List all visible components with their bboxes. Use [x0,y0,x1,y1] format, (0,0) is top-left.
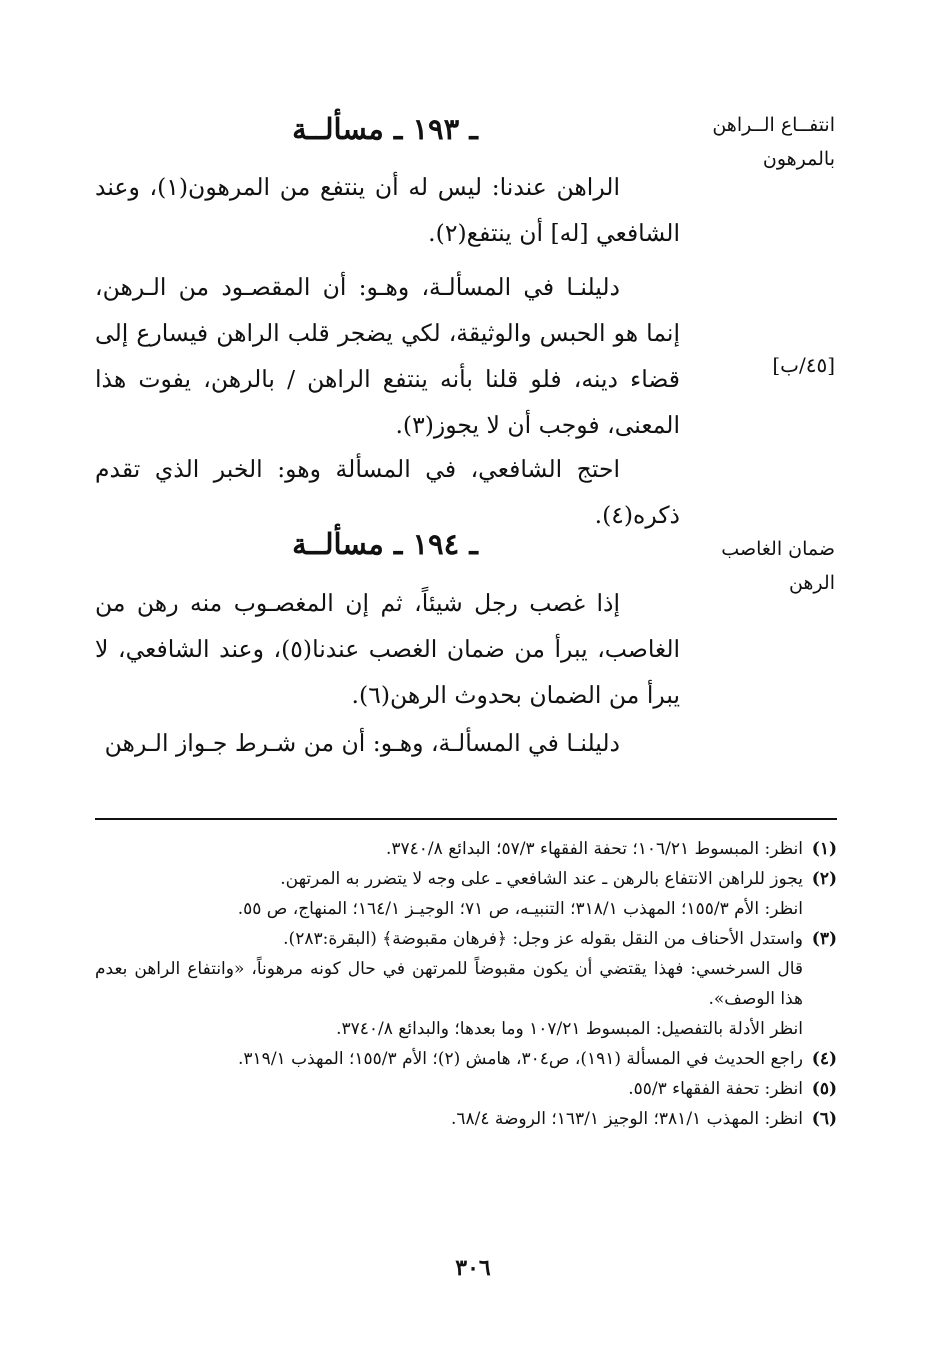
paragraph-194-evidence: دليلنـا في المسألـة، وهـو: أن من شـرط جـواز الـرهن [104,729,620,757]
footnote-3-continuation-1: قال السرخسي: فهذا يقتضي أن يكون مقبوضاً للمرتهن في حال كونه مرهوناً، «وانتفاع الراهن بعدم هذا الوصف». [95,959,803,1009]
footnote-text: انظر: المبسوط ١٠٦/٢١؛ تحفة الفقهاء ٥٧/٣؛ البدائع ٣٧٤٠/٨. [386,839,803,859]
margin-note-193 [690,108,835,176]
paragraph-193-statement: الراهن عندنا: ليس له أن ينتفع من المرهون(١)، وعند الشافعي [له] أن ينتفع(٢). [95,173,680,247]
footnote-5 [95,1074,837,1104]
footnote-text: واستدل الأحناف من النقل بقوله عز وجل: ﴿فرهان مقبوضة﴾ (البقرة:٢٨٣). [283,929,803,949]
footnote-4 [95,1044,837,1074]
footnote-3 [95,924,837,954]
margin-note-194-line1: ضمان الغاصب [721,538,835,560]
footnote-2 [95,864,837,894]
margin-note-193-line1: انتفــاع الــراهن [712,114,835,136]
paragraph-193-evidence: دليلنـا في المسألـة، وهـو: أن المقصـود من الـرهن، إنما هو الحبس والوثيقة، لكي يضجر قلب الراهن فيسارع إلى قضاء دينه، فلو قلنا بأنه ينتفع الراهن / بالرهن، يفوت هذا المعنى، فوجب أن لا يجوز(٣). [95,273,680,439]
folio-marker: [٤٥/ب] [772,353,835,377]
footnote-number: (٥) [811,1079,837,1099]
footnote-6 [95,1104,837,1134]
footnote-text: انظر: المهذب ٣٨١/١؛ الوجيز ١٦٣/١؛ الروضة ٦٨/٤. [450,1109,803,1129]
footnote-number: (٣) [811,929,837,949]
footnote-text: راجع الحديث في المسألة (١٩١)، ص٣٠٤، هامش (٢)؛ الأم ١٥٥/٣؛ المهذب ٣١٩/١. [238,1049,803,1069]
margin-note-193-line2: بالمرهون [762,148,835,170]
margin-note-194-line2: الرهن [788,572,835,594]
footnote-1 [95,834,837,864]
footnote-text: انظر: تحفة الفقهاء ٥٥/٣. [628,1079,803,1099]
margin-note-194 [690,532,835,600]
footnote-separator [95,818,837,820]
paragraph-193-shafii: احتج الشافعي، في المسألة وهو: الخبر الذي تقدم ذكره(٤). [95,455,680,529]
footnote-number: (٦) [811,1109,837,1129]
issue-heading-193: ـ ١٩٣ ـ مسألــة [292,112,478,146]
footnote-number: (٢) [811,869,837,889]
footnote-number: (٤) [811,1049,837,1069]
footnote-text: يجوز للراهن الانتفاع بالرهن ـ عند الشافعي ـ على وجه لا يتضرر به المرتهن. [280,869,803,889]
paragraph-194-statement: إذا غصب رجل شيئاً، ثم إن المغصـوب منه رهن من الغاصب، يبرأ من ضمان الغصب عندنا(٥)، وعند الشافعي، لا يبرأ من الضمان بحدوث الرهن(٦). [95,589,681,709]
footnotes [95,834,837,1134]
issue-heading-194: ـ ١٩٤ ـ مسألــة [292,527,478,561]
footnote-2-continuation: انظر: الأم ١٥٥/٣؛ المهذب ٣١٨/١؛ التنبيـه، ص ٧١؛ الوجيـز ١٦٤/١؛ المنهاج، ص ٥٥. [237,899,803,919]
page-number: ٣٠٦ [455,1255,491,1281]
footnote-number: (١) [811,839,837,859]
footnote-3-continuation-2: انظر الأدلة بالتفصيل: المبسوط ١٠٧/٢١ وما بعدها؛ والبدائع ٣٧٤٠/٨. [336,1019,803,1039]
